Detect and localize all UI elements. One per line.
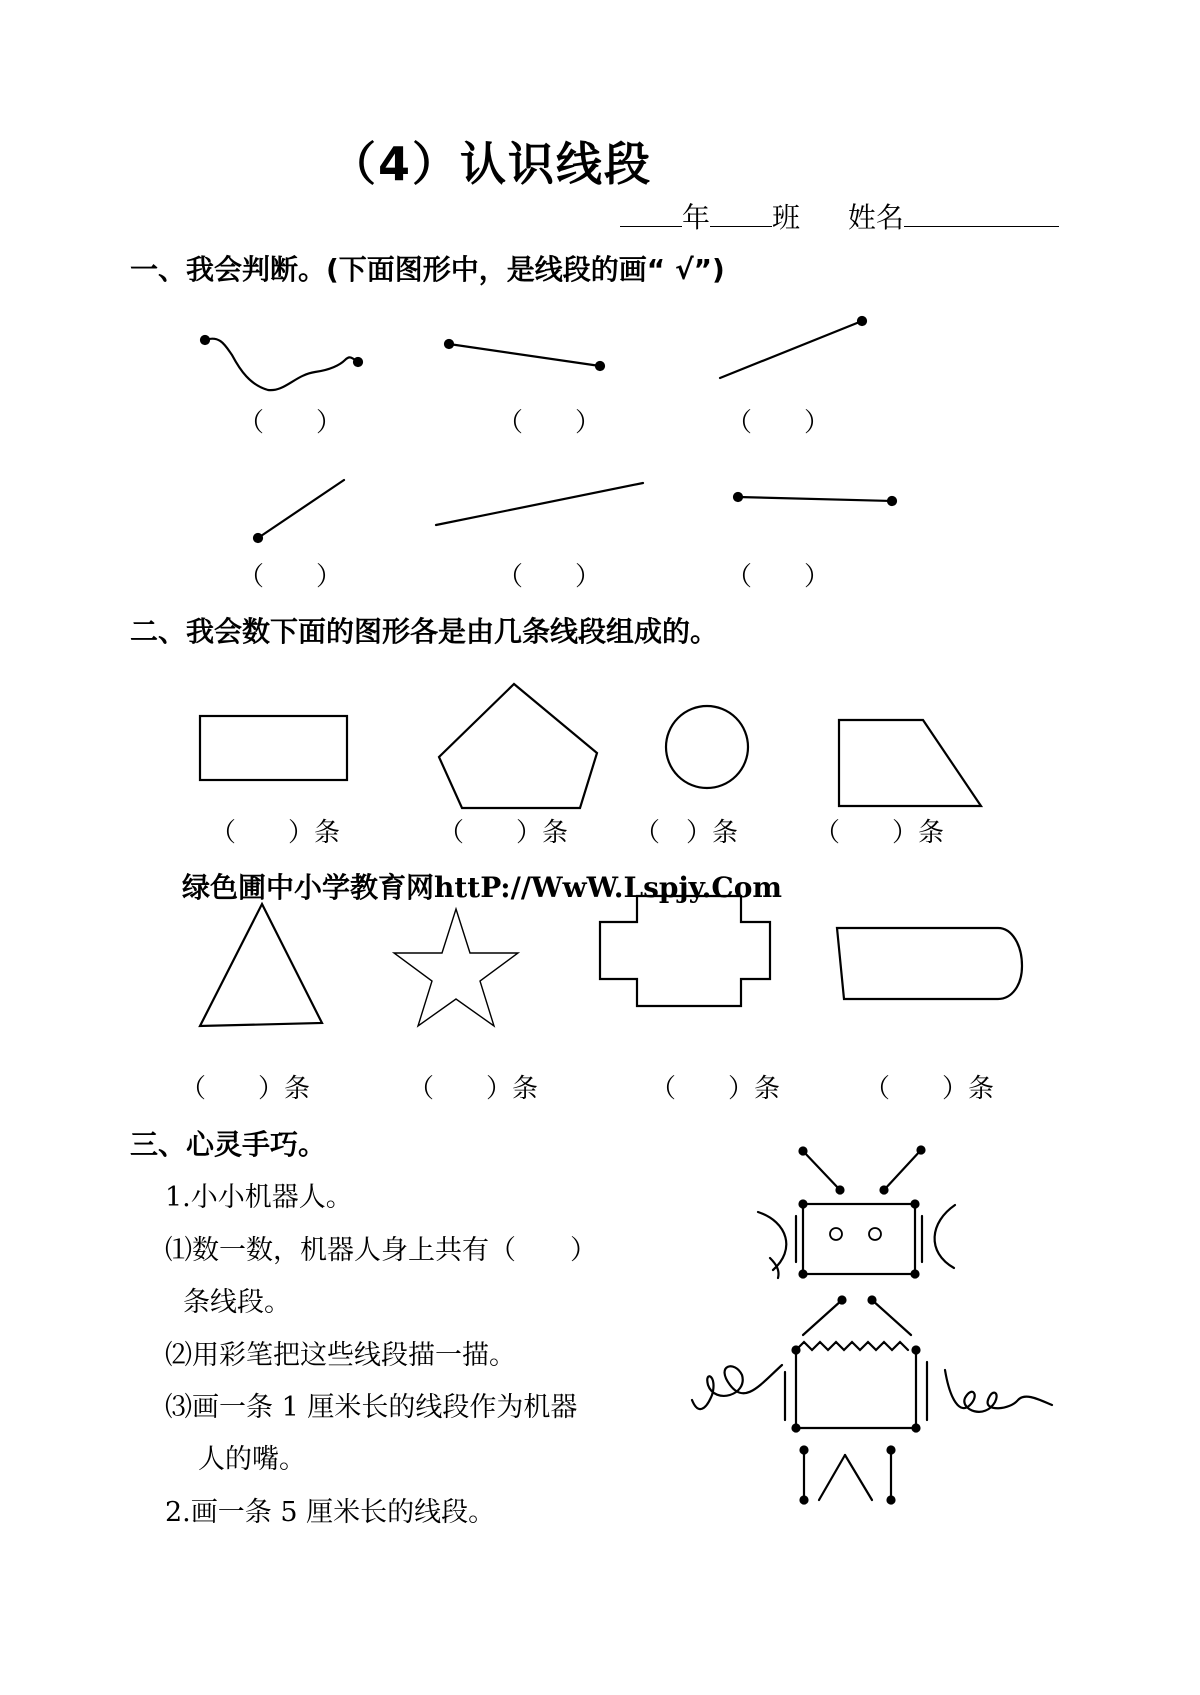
grade-blank[interactable] [620,198,682,227]
answer-blank[interactable]: （ ） [238,562,343,592]
question3-line2: 人的嘴。 [198,1444,306,1475]
count-answer[interactable]: （ ）条 [634,818,739,848]
pentagon-figure [439,684,597,808]
question1-line2: 条线段。 [183,1287,291,1318]
count-answer[interactable]: （ ）条 [650,1074,781,1104]
segment-figure [734,493,896,505]
star-figure [394,909,518,1026]
count-answer[interactable]: （ ）条 [210,818,341,848]
class-label: 班 [772,201,801,234]
question1-line1: ⑴数一数，机器人身上共有（ ） [165,1235,597,1266]
answer-blank[interactable]: （ ） [238,408,343,438]
section3-heading: 三、心灵手巧。 [130,1128,327,1161]
page-title: （4）认识线段 [330,137,653,191]
straight-line-figure [436,483,643,525]
cross-shape-figure [600,896,770,1006]
rectangle-figure [200,716,347,780]
section2-heading: 二、我会数下面的图形各是由几条线段组成的。 [130,615,719,648]
count-answer[interactable]: （ ）条 [408,1074,539,1104]
count-answer[interactable]: （ ）条 [814,818,945,848]
robot-figure [692,1147,1052,1504]
class-blank[interactable] [710,198,772,227]
watermark-text: 绿色圃中小学教育网httP://WwW.Lspjy.Com [182,871,783,904]
answer-blank[interactable]: （ ） [497,408,602,438]
student-info-header [620,196,1059,236]
item2-text: 2.画一条 5 厘米长的线段。 [165,1497,496,1528]
count-answer[interactable]: （ ）条 [864,1074,995,1104]
ray-figure [254,480,344,542]
segment-figure [445,340,604,370]
trapezoid-figure [839,720,981,806]
circle-figure [666,706,748,788]
rounded-shape-figure [837,928,1022,999]
answer-blank[interactable]: （ ） [497,562,602,592]
triangle-figure [200,904,322,1026]
name-label: 姓名 [847,201,904,234]
name-blank[interactable] [904,198,1059,227]
grade-label: 年 [682,201,711,234]
answer-blank[interactable]: （ ） [726,562,831,592]
curved-line-figure [201,336,362,390]
question2-text: ⑵用彩笔把这些线段描一描。 [165,1340,516,1371]
ray-figure [720,317,866,378]
question3-line1: ⑶画一条 1 厘米长的线段作为机器 [165,1392,578,1423]
answer-blank[interactable]: （ ） [726,408,831,438]
section1-heading: 一、我会判断。(下面图形中，是线段的画“ √”) [130,253,725,286]
count-answer[interactable]: （ ）条 [438,818,569,848]
item1-text: 1.小小机器人。 [165,1182,353,1213]
count-answer[interactable]: （ ）条 [180,1074,311,1104]
